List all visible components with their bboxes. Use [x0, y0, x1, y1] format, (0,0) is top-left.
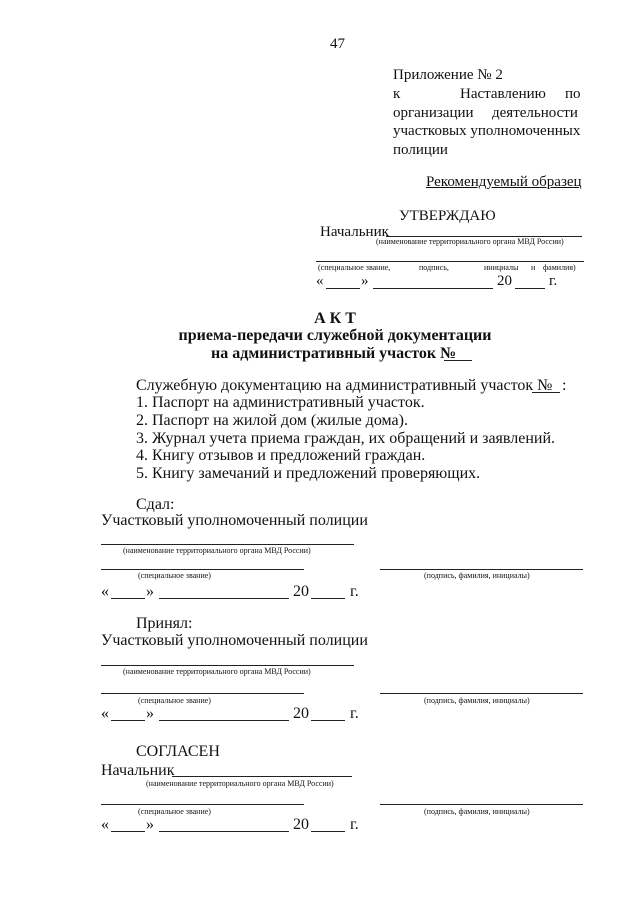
agreed-month-line[interactable] — [159, 831, 289, 832]
approve-surname-hint: фамилия) — [543, 263, 576, 272]
page-number: 47 — [330, 36, 345, 52]
handed-year: 20 — [293, 583, 309, 600]
appendix-line2-c: по — [565, 86, 581, 102]
agreed-year-suffix: г. — [350, 816, 359, 833]
intro-colon: : — [562, 377, 567, 394]
list-item: 2. Паспорт на жилой дом (жилые дома). — [136, 412, 408, 429]
handed-org-line[interactable] — [101, 544, 354, 545]
handed-org-hint: (наименование территориального органа МВД России) — [123, 546, 311, 555]
appendix-line2-a: к — [393, 86, 401, 102]
list-item: 5. Книгу замечаний и предложений проверяющих. — [136, 465, 481, 482]
agreed-year: 20 — [293, 816, 309, 833]
approve-year: 20 — [497, 273, 512, 289]
accepted-label: Принял: — [136, 615, 193, 632]
handed-date-open: « — [101, 583, 109, 600]
handed-position: Участковый уполномоченный полиции — [101, 512, 368, 529]
handed-sign-line[interactable] — [380, 569, 583, 570]
accepted-rank-line[interactable] — [101, 693, 304, 694]
agreed-label: СОГЛАСЕН — [136, 743, 220, 760]
agreed-chief-label: Начальник — [101, 762, 175, 779]
recommended-sample: Рекомендуемый образец — [426, 174, 582, 190]
approve-signature-hint: подпись, — [419, 263, 449, 272]
approve-year-line[interactable] — [515, 288, 545, 289]
appendix-line3-a: организации — [393, 105, 474, 121]
approve-and-hint: и — [531, 263, 536, 272]
approve-org-hint: (наименование территориального органа МВД России) — [376, 237, 564, 246]
handed-label: Сдал: — [136, 496, 175, 513]
agreed-org-hint: (наименование территориального органа МВД России) — [146, 779, 334, 788]
act-number-line[interactable] — [444, 360, 472, 361]
approve-initials-hint: инициалы — [484, 263, 519, 272]
accepted-org-hint: (наименование территориального органа МВД России) — [123, 667, 311, 676]
act-subtitle1: приема-передачи служебной документации — [178, 327, 492, 344]
handed-sign-hint: (подпись, фамилия, инициалы) — [424, 571, 530, 580]
agreed-day-line[interactable] — [111, 831, 145, 832]
approve-chief-label: Начальник — [320, 224, 389, 240]
agreed-date-open: « — [101, 816, 109, 833]
appendix-line4: участковых уполномоченных — [393, 123, 581, 139]
agreed-year-line[interactable] — [311, 831, 345, 832]
accepted-year: 20 — [293, 705, 309, 722]
intro-text: Служебную документацию на административный участок № — [136, 377, 553, 394]
act-title: А К Т — [314, 310, 356, 327]
handed-year-suffix: г. — [350, 583, 359, 600]
appendix-line5: полиции — [393, 142, 448, 158]
handed-rank-hint: (специальное звание) — [138, 571, 211, 580]
list-item: 4. Книгу отзывов и предложений граждан. — [136, 447, 426, 464]
handed-rank-line[interactable] — [101, 569, 304, 570]
accepted-sign-line[interactable] — [380, 693, 583, 694]
appendix-title: Приложение № 2 — [393, 67, 503, 83]
appendix-line2-b: Наставлению — [460, 86, 546, 102]
agreed-org-line[interactable] — [172, 776, 352, 777]
approve-year-suffix: г. — [549, 273, 558, 289]
agreed-rank-hint: (специальное звание) — [138, 807, 211, 816]
handed-day-line[interactable] — [111, 598, 145, 599]
handed-month-line[interactable] — [159, 598, 289, 599]
agreed-sign-line[interactable] — [380, 804, 583, 805]
agreed-sign-hint: (подпись, фамилия, инициалы) — [424, 807, 530, 816]
accepted-year-suffix: г. — [350, 705, 359, 722]
list-item: 3. Журнал учета приема граждан, их обращений и заявлений. — [136, 430, 556, 447]
accepted-month-line[interactable] — [159, 720, 289, 721]
agreed-date-close: » — [146, 816, 154, 833]
accepted-day-line[interactable] — [111, 720, 145, 721]
accepted-date-open: « — [101, 705, 109, 722]
intro-number-line[interactable] — [532, 392, 560, 393]
approve-day-line[interactable] — [326, 288, 360, 289]
approve-month-line[interactable] — [373, 288, 493, 289]
list-item: 1. Паспорт на административный участок. — [136, 394, 425, 411]
agreed-rank-line[interactable] — [101, 804, 304, 805]
approve-heading: УТВЕРЖДАЮ — [399, 208, 496, 224]
accepted-date-close: » — [146, 705, 154, 722]
approve-rank-hint: (специальное звание, — [318, 263, 391, 272]
handed-date-close: » — [146, 583, 154, 600]
accepted-rank-hint: (специальное звание) — [138, 696, 211, 705]
appendix-line3-b: деятельности — [492, 105, 578, 121]
accepted-year-line[interactable] — [311, 720, 345, 721]
accepted-sign-hint: (подпись, фамилия, инициалы) — [424, 696, 530, 705]
act-subtitle2: на административный участок № — [211, 345, 457, 362]
accepted-position: Участковый уполномоченный полиции — [101, 632, 368, 649]
approve-rank-line[interactable] — [316, 261, 584, 262]
approve-date-close: » — [361, 273, 369, 289]
handed-year-line[interactable] — [311, 598, 345, 599]
approve-date-open: « — [316, 273, 324, 289]
accepted-org-line[interactable] — [101, 665, 354, 666]
